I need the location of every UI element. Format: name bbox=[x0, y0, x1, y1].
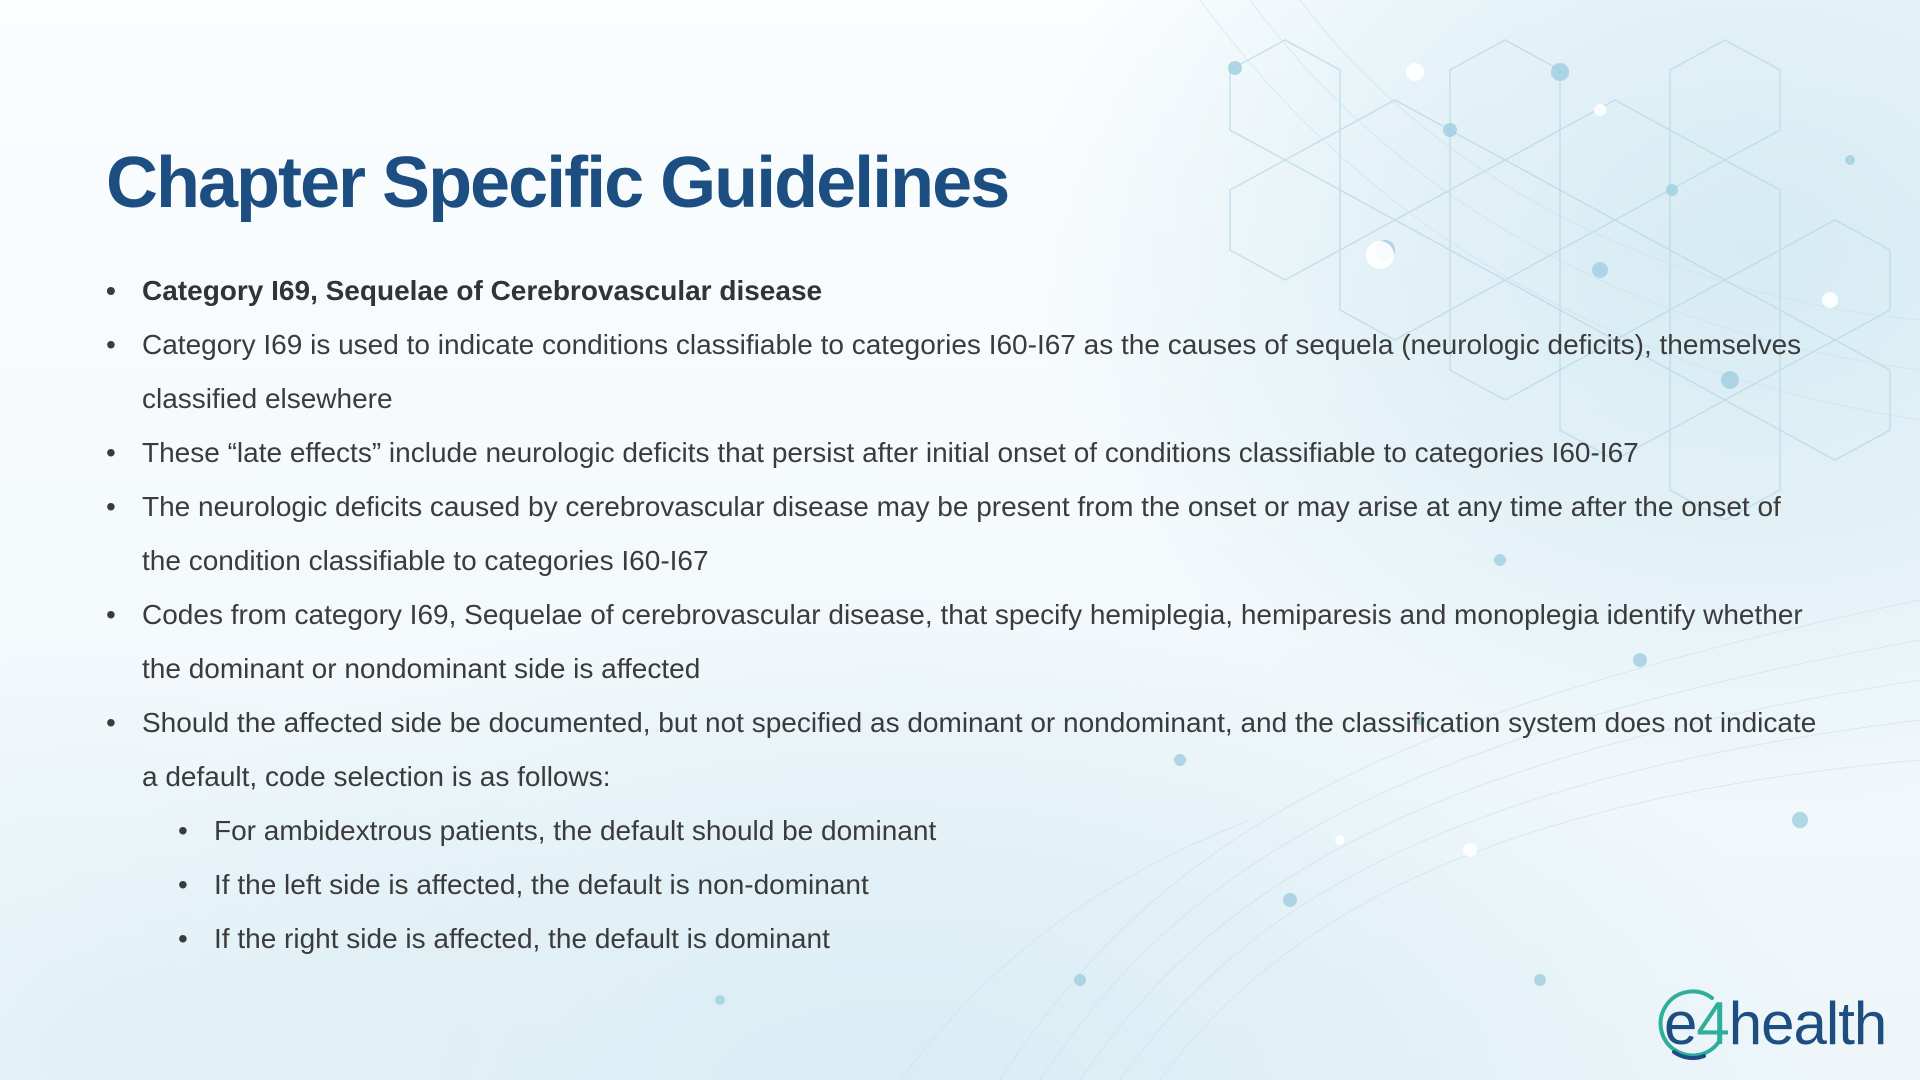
bullet-item bbox=[106, 318, 1826, 426]
bullet-text: Category I69 is used to indicate conditions classifiable to categories I60-I67 as the causes of sequela (neurologic deficits), themselves classified elsewhere bbox=[142, 329, 1802, 414]
bullet-dot: • bbox=[106, 437, 116, 468]
logo-suffix: health bbox=[1728, 990, 1887, 1057]
bullet-item bbox=[106, 426, 1826, 480]
bullet-dot: • bbox=[178, 869, 188, 900]
bullet-dot: • bbox=[178, 815, 188, 846]
bullet-dot: • bbox=[106, 329, 116, 360]
logo-wordmark bbox=[1664, 984, 1886, 1064]
bullet-dot: • bbox=[106, 275, 116, 306]
bullet-item bbox=[106, 696, 1826, 804]
sub-bullet-text: If the right side is affected, the default is dominant bbox=[214, 923, 830, 954]
bullet-dot: • bbox=[106, 599, 116, 630]
bullet-text: Category I69, Sequelae of Cerebrovascular disease bbox=[142, 275, 823, 306]
bullet-item bbox=[106, 588, 1826, 696]
sub-bullet-item bbox=[106, 804, 1826, 858]
bullet-text: These “late effects” include neurologic deficits that persist after initial onset of conditions classifiable to categories I60-I67 bbox=[142, 437, 1639, 468]
sub-bullet-text: If the left side is affected, the default is non-dominant bbox=[214, 869, 869, 900]
bullet-dot: • bbox=[106, 491, 116, 522]
bullet-dot: • bbox=[106, 707, 116, 738]
logo-number: 4 bbox=[1696, 990, 1729, 1057]
bullet-text: The neurologic deficits caused by cerebrovascular disease may be present from the onset or may arise at any time after the onset of the condition classifiable to categories I60-I67 bbox=[142, 491, 1781, 576]
sub-bullet-item bbox=[106, 912, 1826, 966]
bullet-dot: • bbox=[178, 923, 188, 954]
bullet-text: Should the affected side be documented, but not specified as dominant or nondominant, and the classification system does not indicate a default, code selection is as follows: bbox=[142, 707, 1817, 792]
bullet-item bbox=[106, 264, 1826, 318]
bullet-item bbox=[106, 480, 1826, 588]
logo-prefix: e bbox=[1664, 990, 1697, 1057]
slide-title: Chapter Specific Guidelines bbox=[106, 143, 1009, 223]
sub-bullet-text: For ambidextrous patients, the default should be dominant bbox=[214, 815, 937, 846]
guidelines-list bbox=[106, 264, 1826, 966]
bullet-text: Codes from category I69, Sequelae of cerebrovascular disease, that specify hemiplegia, hemiparesis and monoplegia identify whether the dominant or nondominant side is affected bbox=[142, 599, 1803, 684]
sub-bullet-item bbox=[106, 858, 1826, 912]
e4health-logo bbox=[1664, 984, 1894, 1064]
